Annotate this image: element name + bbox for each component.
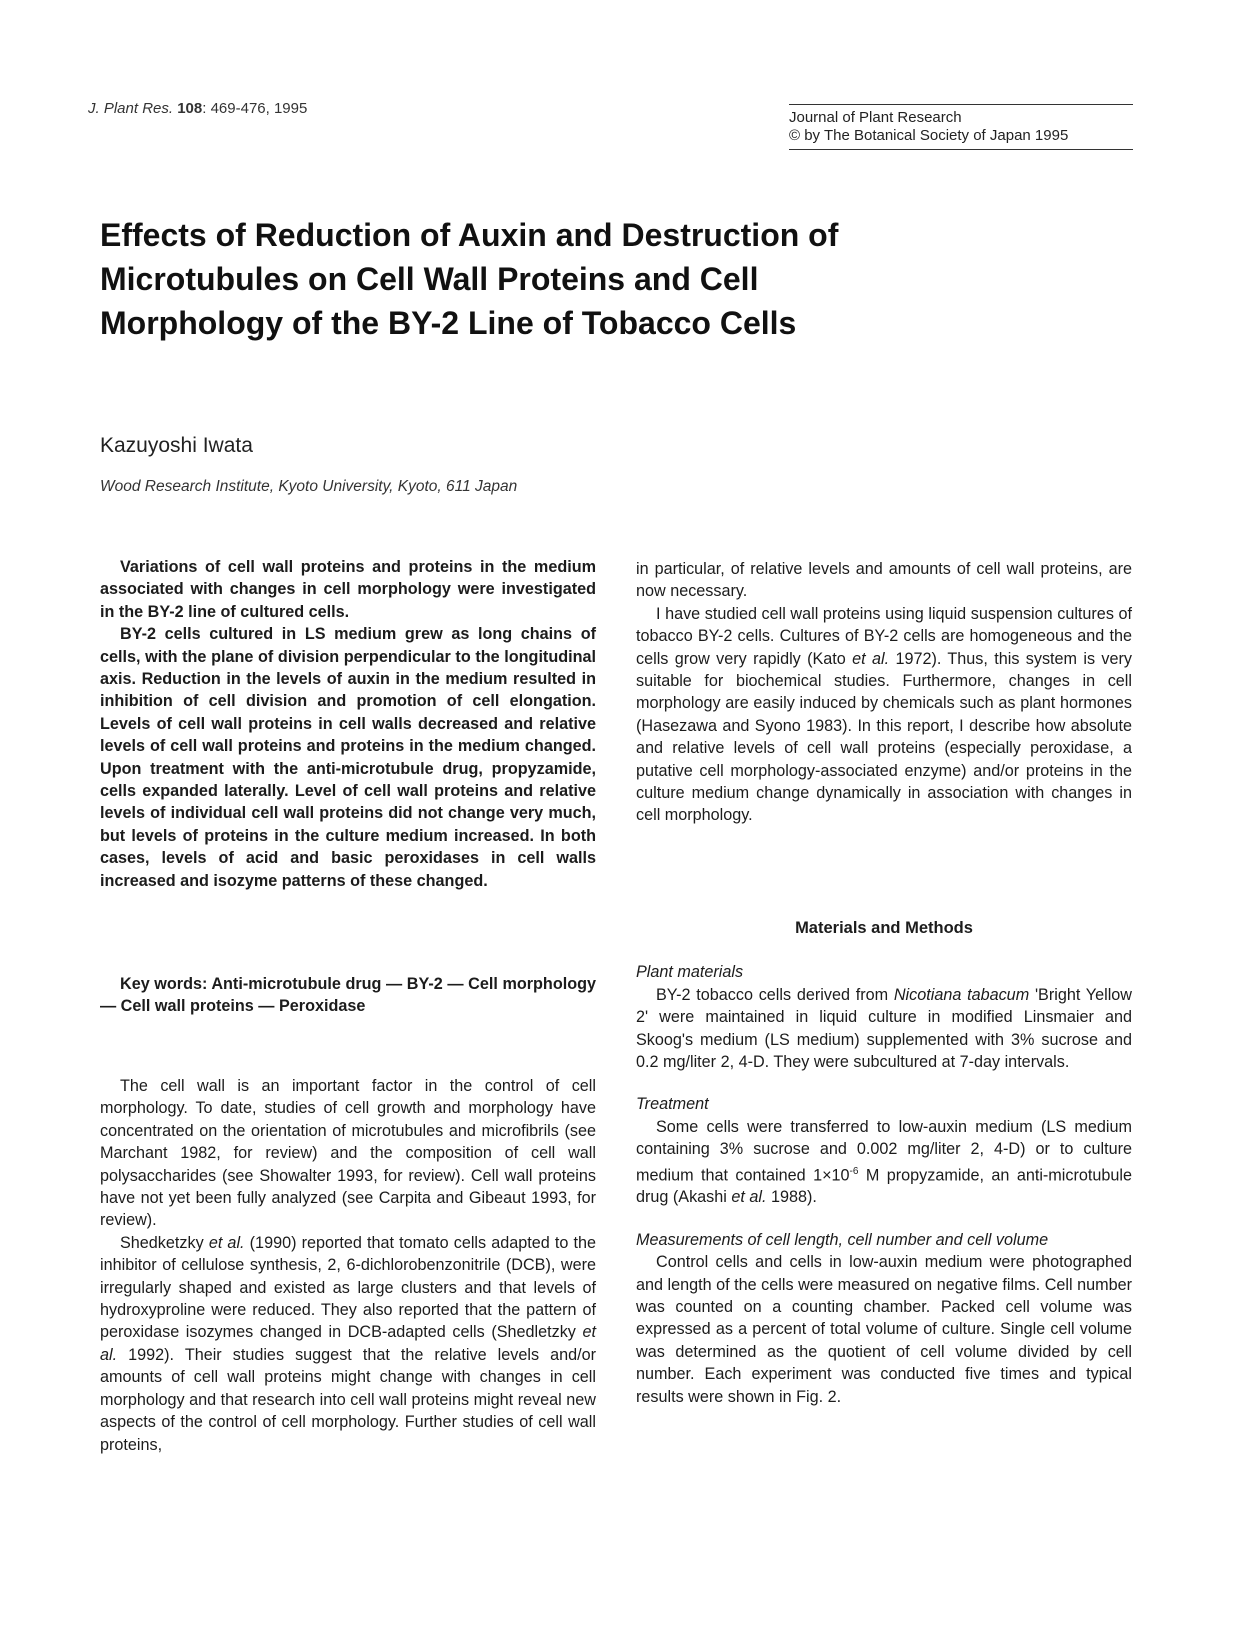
copyright: © by The Botanical Society of Japan 1995 [789,127,1069,144]
treatment-heading: Treatment [636,1095,709,1114]
methods-heading: Materials and Methods [795,919,973,937]
journal-abbrev: J. Plant Res. [88,100,174,117]
citation [88,100,307,117]
measurements-heading: Measurements of cell length, cell number and cell volume [636,1230,1049,1249]
abstract [100,556,596,892]
author: Kazuyoshi Iwata [100,434,253,457]
abstract-paragraph: BY-2 cells cultured in LS medium grew as long chains of cells, with the plane of division perpendicular to the longitudinal axis. Reduction in the levels of auxin in the medium resulted in inhibition of cell division and promotion of cell elongation. Levels of cell wall proteins in cell walls decreased and relative levels of cell wall proteins and proteins in the medium changed. Upon treatment with the anti-microtubule drug, propyzamide, cells expanded laterally. Level of cell wall proteins and relative levels of individual cell wall proteins did not change very much, but levels of proteins in the culture medium increased. In both cases, levels of acid and basic peroxidases in cell walls increased and isozyme patterns of these changed. [100,625,596,890]
volume: 108 [177,100,203,117]
keywords-text: Key words: Anti-microtubule drug — BY-2 — Cell morphology — Cell wall proteins — Peroxidase [100,975,596,1016]
pages-year: : 469-476, 1995 [202,100,308,117]
intro-paragraph-2: Shedketzky et al. (1990) reported that tomato cells adapted to the inhibitor of cellulose synthesis, 2, 6-dichlorobenzonitrile (DCB), were irregularly shaped and existed as large clusters and that levels of hydroxyproline were reduced. They also reported that the pattern of peroxidase isozymes changed in DCB-adapted cells (Shedletzky et al. 1992). Their studies suggest that the relative levels and/or amounts of cell wall proteins might change with changes in cell morphology and that research into cell wall proteins might reveal new aspects of the control of cell morphology. Further studies of cell wall proteins, [100,1233,596,1454]
abstract-paragraph: Variations of cell wall proteins and proteins in the medium associated with changes in cell morphology were investigated in the BY-2 line of cultured cells. [100,558,596,621]
methods-section [636,917,1132,1408]
treatment-text: Some cells were transferred to low-auxin medium (LS medium containing 3% sucrose and 0.002 mg/liter 2, 4-D) or to culture medium that contained $1\times 10^{-6}$ M propyzamide, an anti-microtubule drug (Akashi et al. 1988). [636,1117,1132,1207]
intro-paragraph-3: in particular, of relative levels and amounts of cell wall proteins, are now necessary. [636,560,1132,601]
journal-copyright-box [789,104,1133,150]
journal-name: Journal of Plant Research [789,109,962,126]
intro-paragraph-1: The cell wall is an important factor in the control of cell morphology. To date, studies of cell growth and morphology have concentrated on the orientation of microtubules and microfibrils (see Marchant 1982, for review) and the composition of cell wall polysaccharides (see Showalter 1993, for review). Cell wall proteins have not yet been fully analyzed (see Carpita and Gibeaut 1993, for review). [100,1077,596,1230]
keywords [100,973,596,1018]
paper-title: Effects of Reduction of Auxin and Destruction of Microtubules on Cell Wall Proteins and Cell Morphology of the BY-2 Line of Tobacco Cells [100,217,839,341]
measurements-text: Control cells and cells in low-auxin medium were photographed and length of the cells were measured on negative films. Cell number was counted on a counting chamber. Packed cell volume was expressed as a percent of total volume of culture. Single cell volume was determined as the quotient of cell volume divided by cell number. Each experiment was conducted five times and typical results were shown in Fig. 2. [636,1253,1132,1406]
intro-paragraph-4: I have studied cell wall proteins using liquid suspension cultures of tobacco BY-2 cells. Cultures of BY-2 cells are homogeneous and the cells grow very rapidly (Kato et al. 1972). Thus, this system is very suitable for biochemical studies. Furthermore, changes in cell morphology are easily induced by chemicals such as plant hormones (Hasezawa and Syono 1983). In this report, I describe how absolute and relative levels of cell wall proteins (especially peroxidase, a putative cell morphology-associated enzyme) and/or proteins in the culture medium change dynamically in association with changes in cell morphology. [636,604,1132,825]
introduction-continued [636,558,1132,827]
plant-materials-text: BY-2 tobacco cells derived from Nicotiana tabacum 'Bright Yellow 2' were maintained in liquid culture in modified Linsmaier and Skoog's medium (LS medium) supplemented with 3% sucrose and 0.2 mg/liter 2, 4-D. They were subcultured at 7-day intervals. [636,985,1132,1072]
plant-materials-heading: Plant materials [636,963,744,982]
introduction [100,1075,596,1456]
affiliation: Wood Research Institute, Kyoto University, Kyoto, 611 Japan [100,478,518,495]
